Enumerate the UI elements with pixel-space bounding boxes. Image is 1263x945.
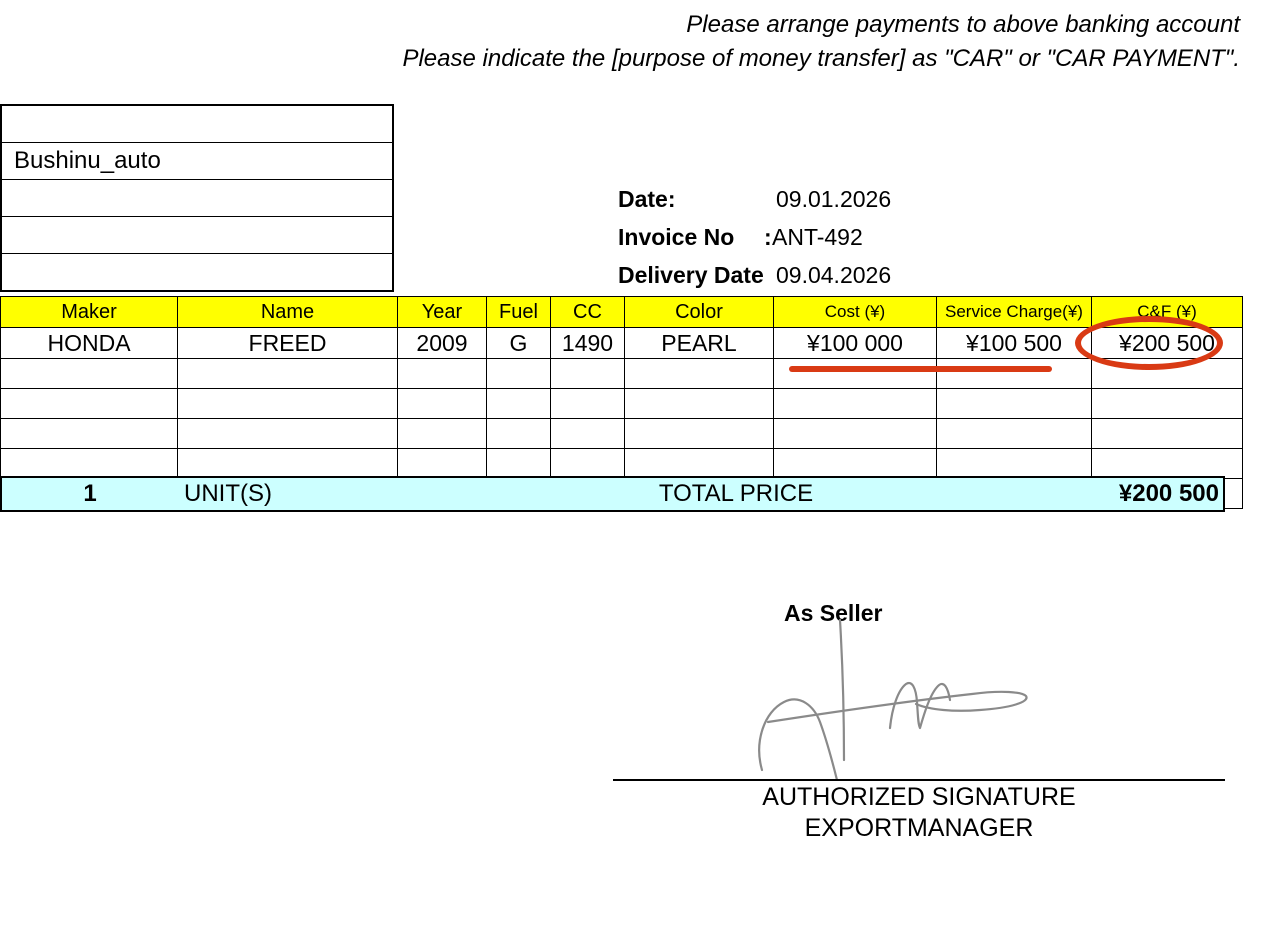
- cell-year: [398, 359, 487, 389]
- cell-name: [178, 359, 398, 389]
- date-label: Date:: [618, 186, 676, 212]
- cell-year: [398, 449, 487, 479]
- seller-box-cell-1: [1, 105, 393, 143]
- cell-color: PEARL: [625, 328, 774, 359]
- delivery-date-value: 09.04.2026: [776, 262, 892, 288]
- cell-service-charge: ¥100 500: [937, 328, 1092, 359]
- cell-year: [398, 419, 487, 449]
- cell-color: [625, 449, 774, 479]
- seller-box-row: [1, 143, 393, 180]
- cell-fuel: [487, 389, 551, 419]
- table-row: [1, 359, 1243, 389]
- cell-service-charge: [937, 359, 1092, 389]
- payment-note-line-2: Please indicate the [purpose of money transfer] as "CAR" or "CAR PAYMENT".: [402, 45, 1240, 72]
- cell-cost: [774, 359, 937, 389]
- cell-service-charge: [937, 449, 1092, 479]
- column-header-cost: Cost (¥): [774, 297, 937, 328]
- signature-caption-line-1: AUTHORIZED SIGNATURE: [762, 783, 1076, 811]
- table-row: [1, 449, 1243, 479]
- cell-cf: ¥200 500: [1092, 328, 1243, 359]
- cell-cf: [1092, 389, 1243, 419]
- cell-name: [178, 419, 398, 449]
- seller-info-box: [0, 104, 394, 292]
- invoice-no-colon: :: [764, 224, 772, 250]
- seller-name: Bushinu_auto: [1, 143, 393, 180]
- seller-box-row: [1, 105, 393, 143]
- cell-year: [398, 389, 487, 419]
- cell-fuel: [487, 449, 551, 479]
- cell-name: [178, 449, 398, 479]
- seller-box-cell-5: [1, 254, 393, 292]
- table-row: [1, 419, 1243, 449]
- cell-fuel: [487, 359, 551, 389]
- cell-cost: [774, 419, 937, 449]
- as-seller-label: As Seller: [784, 600, 883, 626]
- column-header-cf: C&F (¥): [1092, 297, 1243, 328]
- cell-cc: [551, 359, 625, 389]
- column-header-fuel: Fuel: [487, 297, 551, 328]
- signature-caption: [613, 782, 1225, 844]
- cell-cc: 1490: [551, 328, 625, 359]
- seller-box-cell-3: [1, 180, 393, 217]
- column-header-maker: Maker: [1, 297, 178, 328]
- invoice-no-value: ANT-492: [772, 224, 863, 250]
- column-header-year: Year: [398, 297, 487, 328]
- total-quantity: 1: [1, 477, 178, 511]
- cell-color: [625, 359, 774, 389]
- cell-name: [178, 389, 398, 419]
- cell-maker: [1, 419, 178, 449]
- red-ellipse-annotation: [1075, 316, 1223, 370]
- delivery-date-label: Delivery Date: [618, 262, 764, 288]
- cell-cc: [551, 389, 625, 419]
- seller-box-row: [1, 254, 393, 292]
- column-header-cc: CC: [551, 297, 625, 328]
- red-underline-annotation: [789, 366, 1052, 372]
- table-row: [1, 328, 1243, 359]
- cell-maker: [1, 389, 178, 419]
- cell-cf: [1092, 419, 1243, 449]
- cell-color: [625, 419, 774, 449]
- cell-service-charge: [937, 419, 1092, 449]
- invoice-no-label: Invoice No: [618, 224, 735, 250]
- column-header-name: Name: [178, 297, 398, 328]
- total-unit-label: UNIT(S): [178, 477, 403, 511]
- goods-table-head: [1, 297, 1243, 328]
- totals-row: [0, 476, 1225, 512]
- cell-cc: [551, 449, 625, 479]
- cell-name: FREED: [178, 328, 398, 359]
- invoice-meta-block: [618, 186, 891, 300]
- seller-box-cell-4: [1, 217, 393, 254]
- cell-maker: [1, 449, 178, 479]
- total-price-label: TOTAL PRICE: [403, 477, 1069, 511]
- total-price-amount: ¥200 500: [1069, 477, 1224, 511]
- cell-maker: HONDA: [1, 328, 178, 359]
- cell-fuel: G: [487, 328, 551, 359]
- goods-header-row: [1, 297, 1243, 328]
- cell-color: [625, 389, 774, 419]
- seller-box-row: [1, 180, 393, 217]
- cell-year: 2009: [398, 328, 487, 359]
- cell-cc: [551, 419, 625, 449]
- totals-row-inner: [1, 477, 1224, 511]
- signature-caption-line-2: EXPORTMANAGER: [804, 814, 1034, 842]
- column-header-service-charge: Service Charge(¥): [937, 297, 1092, 328]
- signature-line: [613, 779, 1225, 781]
- payment-notes: [0, 8, 1240, 76]
- date-row: [618, 186, 891, 224]
- cell-cost: [774, 449, 937, 479]
- seller-box-row: [1, 217, 393, 254]
- cell-cost: [774, 389, 937, 419]
- table-row: [1, 389, 1243, 419]
- signature-image: [740, 610, 1040, 780]
- cell-cost: ¥100 000: [774, 328, 937, 359]
- delivery-date-row: [618, 262, 891, 300]
- cell-cf: [1092, 449, 1243, 479]
- cell-service-charge: [937, 389, 1092, 419]
- cell-maker: [1, 359, 178, 389]
- payment-note-line-1: Please arrange payments to above banking account: [686, 11, 1240, 38]
- date-value: 09.01.2026: [776, 186, 892, 212]
- invoice-no-row: [618, 224, 891, 262]
- column-header-color: Color: [625, 297, 774, 328]
- cell-fuel: [487, 419, 551, 449]
